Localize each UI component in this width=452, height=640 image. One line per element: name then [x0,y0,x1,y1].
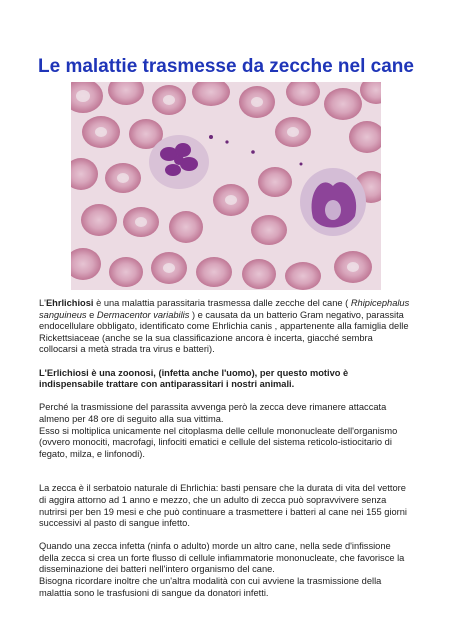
species-name: sanguineus [39,309,87,320]
term-ehrlichiosi: Ehrlichiosi [45,298,94,308]
text-line: almeno per 48 ore di seguito alla sua vittima. [39,413,224,424]
paragraph-transmission [39,402,424,460]
blood-smear-micrograph [71,82,381,290]
text-line: endocellulare obbligato, identificato come Ehrlichia canis , appartenente alla famiglia delle [39,321,409,332]
species-name: Rhipicephalus [350,298,410,308]
text-line: fegato, milza, e linfonodi). [39,448,145,459]
text: e [86,309,97,320]
text-line: malattia sono le trasfusioni di sangue da donatori infetti. [39,587,269,598]
text-line: Esso si moltiplica unicamente nel citoplasma delle cellule mononucleate dell'organismo [39,425,398,436]
species-name: Dermacentor variabilis [96,309,190,320]
text-line: collocarsi a metà strada tra virus e batteri). [39,344,215,355]
text-line: Perché la trasmissione del parassita avvenga però la zecca deve rimanere attaccata [39,402,387,413]
text: L' [39,298,46,308]
text-line: La zecca è il serbatoio naturale di Ehrlichia: basti pensare che la durata di vita del vettore [39,483,406,494]
text-line: Quando una zecca infetta (ninfa o adulto) morde un altro cane, nella sede d'infissione [39,541,391,552]
text-line: della zecca si crea un forte flusso di cellule infiammatorie mononucleate, che favorisce la [39,552,405,563]
text-line: disseminazione dei batteri nell'intero organismo del cane. [39,564,275,575]
paragraph-infection-site [39,541,424,599]
page-title: Le malattie trasmesse da zecche nel cane [38,56,414,77]
text-line: (ovvero monociti, macrofagi, linfociti ematici e cellule del sistema reticolo-istiocitario di [39,437,392,448]
text: ) e causata da un batterio Gram negativo, parassita [189,309,404,320]
micrograph-illustration [71,82,381,290]
text-line: successivi al pasto di sangue infetto. [39,518,190,529]
paragraph-tick-reservoir [39,483,424,529]
paragraph-intro [39,298,424,356]
text-line: L'Erlichiosi è una zoonosi, (infetta anche l'uomo), per questo motivo è [39,367,349,378]
text-line: nutrirsi per ben 19 mesi e che può continuare a trasmettere i batteri al cane nei 155 giorni [39,506,407,517]
text-line: indispensabile trattare con antiparassitari i nostri animali. [39,379,295,390]
text: è una malattia parassitaria trasmessa dalle zecche del cane ( [93,298,351,308]
text-line: Rickettsiaceae (anche se la sua classificazione ancora è incerta, giacché sembra [39,332,373,343]
text-line: di aggira attorno ad 1 anno e mezzo, che un adulto di zecca può sopravvivere senza [39,494,387,505]
paragraph-zoonosis-warning [39,368,424,391]
article-body [39,298,424,599]
text-line: Bisogna ricordare inoltre che un'altra modalità con cui avviene la trasmissione della [39,576,382,587]
